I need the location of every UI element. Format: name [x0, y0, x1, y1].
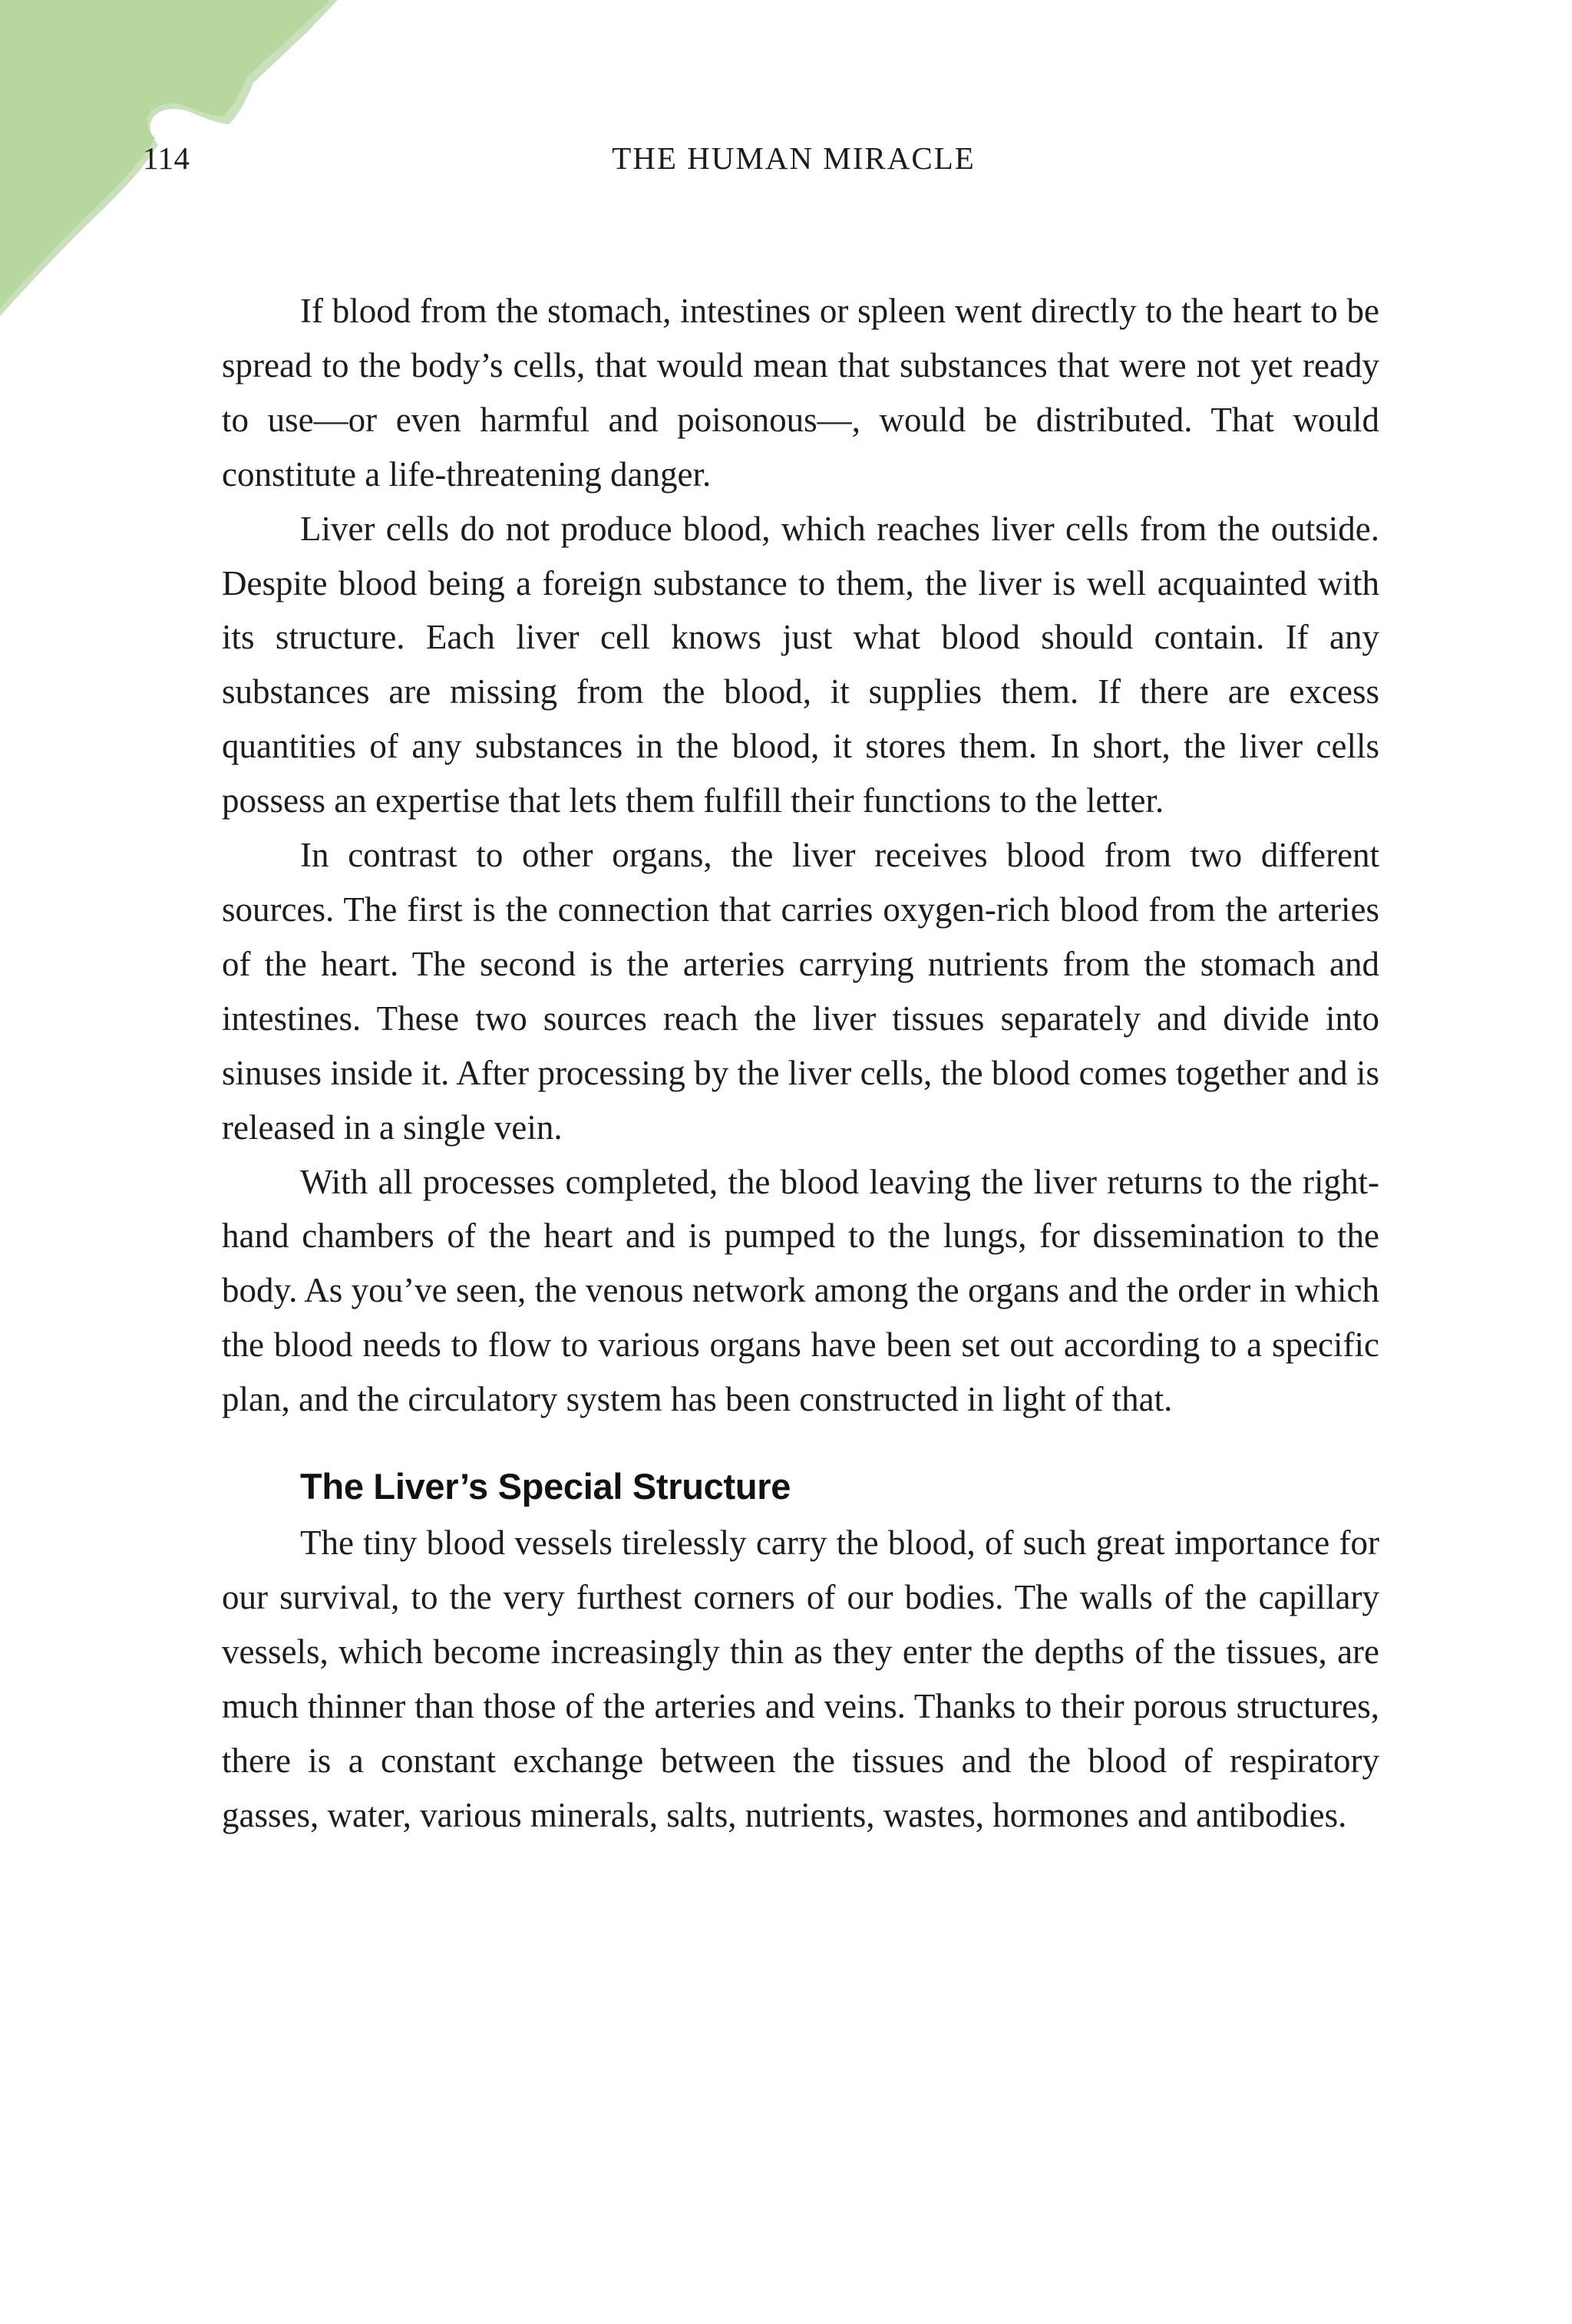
page-number: 114: [143, 140, 190, 176]
paragraph-blood-distribution: If blood from the stomach, intestines or spleen went directly to the heart to be spread to the body’s cells, that would mean that substances that were not yet ready to use—or even harmful and poisonous—, would be distributed. That would constitute a life-threatening danger.: [222, 292, 1379, 494]
paragraph-liver-cells: Liver cells do not produce blood, which reaches liver cells from the outside. Despite blood being a foreign substance to them, the liver is well acquainted with its structure. Each liver cell knows just what blood should contain. If any substances are missing from the blood, it supplies them. If there are excess quantities of any substances in the blood, it stores them. In short, the liver cells possess an expertise that lets them fulfill their functions to the letter.: [222, 509, 1379, 820]
paragraph-two-sources: In contrast to other organs, the liver receives blood from two different sources. The first is the connection that carries oxygen-rich blood from the arteries of the heart. The second is the arteries carrying nutrients from the stomach and intestines. These two sources reach the liver tissues separately and divide into sinuses inside it. After processing by the liver cells, the blood comes together and is released in a single vein.: [222, 836, 1379, 1147]
paragraph-capillaries: The tiny blood vessels tirelessly carry the blood, of such great importance for our survival, to the very furthest corners of our bodies. The walls of the capillary vessels, which become increasingly thin as they enter the depths of the tissues, are much thinner than those of the arteries and veins. Thanks to their porous structures, there is a constant exchange between the tissues and the blood of respiratory gasses, water, various minerals, salts, nutrients, wastes, hormones and antibodies.: [222, 1523, 1379, 1834]
paragraph-circulatory-plan: With all processes completed, the blood leaving the liver returns to the right-hand chambers of the heart and is pumped to the lungs, for dissemination to the body. As you’ve seen, the venous network among the organs and the order in which the blood needs to flow to various organs have been set out according to a specific plan, and the circulatory system has been constructed in light of that.: [222, 1162, 1379, 1419]
section-heading: The Liver’s Special Structure: [300, 1466, 791, 1507]
body-text: [222, 284, 1379, 1842]
running-head-title: THE HUMAN MIRACLE: [612, 140, 976, 176]
